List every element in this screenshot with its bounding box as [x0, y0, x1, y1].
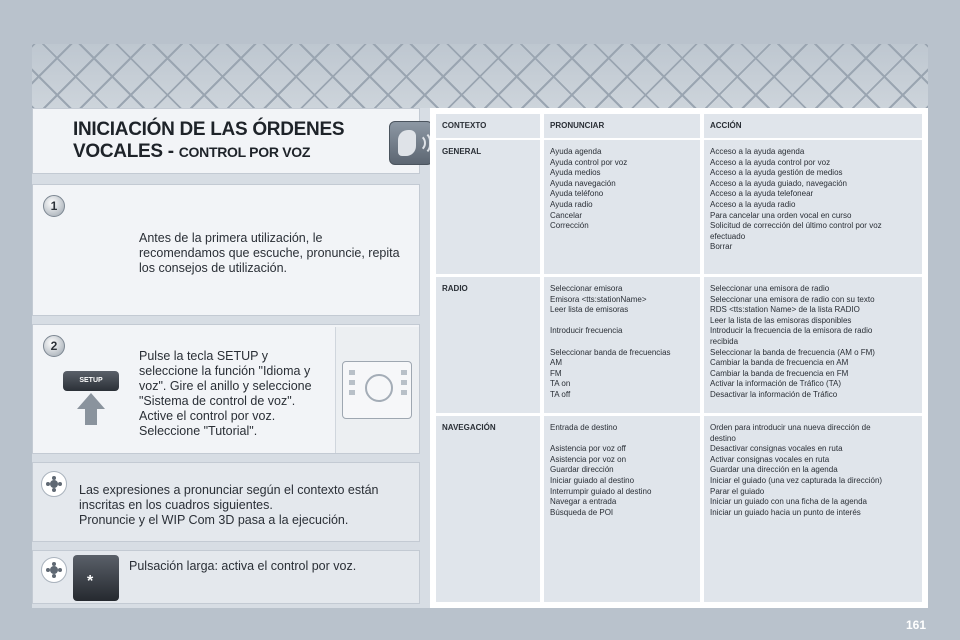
tip-expressions-text: Las expresiones a pronunciar según el contexto están inscritas en los cuadros siguientes. Pronuncie y el WIP Com 3D pasa a la ejecución. [79, 483, 379, 527]
table-cell-pronounce: Seleccionar emisora Emisora <tts:stationName> Leer lista de emisoras Introducir frecuencia Seleccionar banda de frecuencias AM FM TA on TA off [544, 277, 700, 413]
table-cell-pronounce: Ayuda agenda Ayuda control por voz Ayuda medios Ayuda navegación Ayuda teléfono Ayuda radio Cancelar Corrección [544, 140, 700, 274]
table-row-context: GENERAL [436, 140, 540, 274]
page-number: 161 [905, 618, 926, 632]
radio-unit-icon [342, 361, 412, 419]
table-cell-action: Orden para introducir una nueva dirección de destino Desactivar consignas vocales en ruta Activar consignas vocales en ruta Guardar una dirección en la agenda Iniciar el guiado (una vez capturada la dirección) Parar el guiado Iniciar un guiado con una ficha de la agenda Iniciar un guiado hacia un punto de interés [704, 416, 922, 602]
tip-icon [41, 471, 67, 497]
voice-control-icon [389, 121, 433, 165]
title-panel [32, 108, 420, 174]
table-row-context: RADIO [436, 277, 540, 413]
table-header-action: ACCIÓN [704, 114, 922, 138]
table-cell-action: Seleccionar una emisora de radio Seleccionar una emisora de radio con su texto RDS <tts:station Name> de la lista RADIO Leer la lista de las emisoras disponibles Introducir la frecuencia de la emisora de radio recibida Seleccionar la banda de frecuencia (AM o FM) Cambiar la banda de frecuencia en AM Cambiar la banda de frecuencia en FM Activar la información de Tráfico (TA) Desactivar la información de Tráfico [704, 277, 922, 413]
setup-key-illustration [63, 365, 119, 425]
table-header-pronounce: PRONUNCIAR [544, 114, 700, 138]
voice-commands-table [430, 108, 928, 608]
table-cell-pronounce: Entrada de destino Asistencia por voz off Asistencia por voz on Guardar dirección Iniciar guiado al destino Interrumpir guiado al destino Navegar a entrada Búsqueda de POI [544, 416, 700, 602]
star-icon: * [87, 573, 94, 590]
title-line-2: VOCALES - [73, 141, 179, 162]
step-1-panel [32, 184, 420, 316]
tip-icon [41, 557, 67, 583]
step-1-text: Antes de la primera utilización, le recomendamos que escuche, pronuncie, repita los consejos de utilización. [139, 231, 400, 275]
decorative-header-pattern [32, 44, 928, 108]
tip-panel-long-press [32, 550, 420, 604]
table-header-context: CONTEXTO [436, 114, 540, 138]
step-number-badge: 2 [43, 335, 65, 357]
radio-unit-illustration [335, 327, 419, 453]
star-key-illustration [73, 555, 119, 601]
up-arrow-icon [77, 393, 105, 409]
step-2-panel [32, 324, 420, 454]
tip-long-press-text: Pulsación larga: activa el control por voz. [129, 559, 357, 573]
setup-key-icon: SETUP [63, 371, 119, 391]
page-title [73, 119, 363, 163]
table-row-context: NAVEGACIÓN [436, 416, 540, 602]
tip-panel-expressions [32, 462, 420, 542]
title-line-1: INICIACIÓN DE LAS ÓRDENES [73, 119, 345, 140]
step-2-text: Pulse la tecla SETUP y seleccione la función "Idioma y voz". Gire el anillo y seleccione "Sistema de control de voz". Active el control por voz. Seleccione "Tutorial". [139, 349, 312, 438]
table-cell-action: Acceso a la ayuda agenda Acceso a la ayuda control por voz Acceso a la ayuda gestión de medios Acceso a la ayuda guiado, navegación Acceso a la ayuda telefonear Acceso a la ayuda radio Para cancelar una orden vocal en curso Solicitud de corrección del último control por voz efectuado Borrar [704, 140, 922, 274]
step-number-badge: 1 [43, 195, 65, 217]
title-subtitle: CONTROL POR VOZ [178, 144, 311, 160]
